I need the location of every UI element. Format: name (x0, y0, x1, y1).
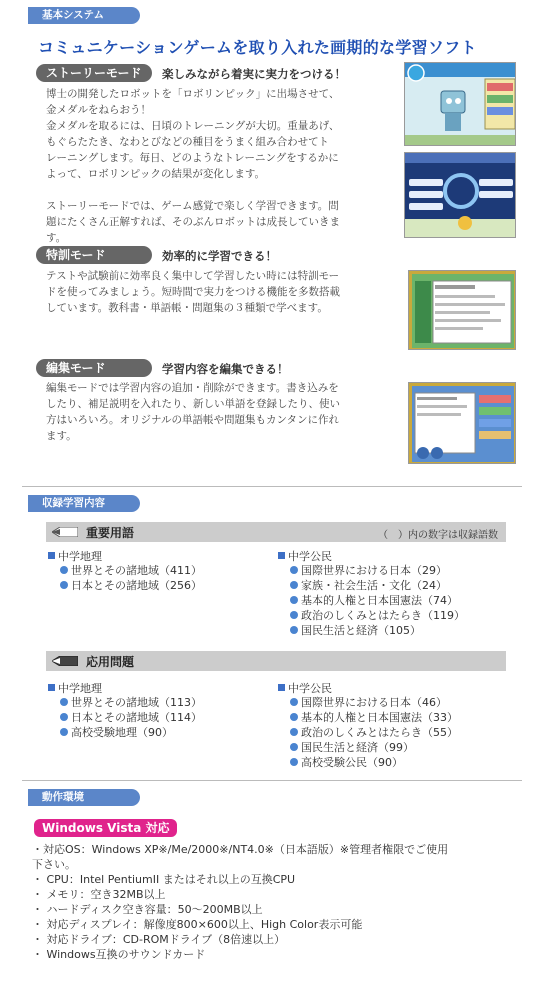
page-title: コミュニケーションゲームを取り入れた画期的な学習ソフト (38, 38, 477, 57)
bullet-icon (290, 596, 298, 604)
textbook-screen-image (409, 271, 516, 350)
edit-mode-subtitle: 学習内容を編集できる！ (162, 362, 289, 376)
section-label-environment: 動作環境 (28, 789, 140, 806)
list-item: 政治のしくみとはたらき（55） (290, 725, 458, 740)
intensive-mode-screenshot (408, 270, 516, 350)
edit-mode-screenshot (408, 382, 516, 464)
story-mode-screenshot-2 (404, 152, 516, 238)
list-item: 家族・社会生活・文化（24） (290, 578, 465, 593)
bullet-icon (290, 728, 298, 736)
pen-icon (52, 656, 78, 666)
list-item: 世界とその諸地域（411） (60, 563, 202, 578)
story-mode-text: 博士の開発したロボットを「ロボリンピック」に出場させて、 金メダルをねらおう！ 金メダルを取るには、日頃のトレーニングが大切。重量あげ、 もぐらたたき、なわとびなどの種目をうまく組み合わせてト レーニングします。毎日、どのようなトレーニングをするかに よって、ロボリンピックの結果が変化します。 ストーリーモードでは、ゲーム感覚で楽しく学習できます。問 題にたくさん正解すれば、そのぶんロボットは成長していきま す。 (46, 88, 340, 244)
list-item: 日本とその諸地域（256） (60, 578, 202, 593)
category-geography: 中学地理 (48, 680, 102, 696)
applied-problems-title: 応用問題 (86, 655, 135, 669)
bullet-icon (290, 698, 298, 706)
intensive-mode-text: テストや試験前に効率良く集中して学習したい時には特訓モー ドを使ってみましょう。短時間で実力をつける機能を多数搭載 しています。教科書・単語帳・問題集の３種類で学べます。 (46, 270, 340, 314)
bullet-icon (60, 698, 68, 706)
square-bullet-icon (278, 552, 285, 559)
list-item: 国際世界における日本（29） (290, 563, 465, 578)
category-civics: 中学公民 (278, 680, 332, 696)
bullet-icon (60, 713, 68, 721)
pen-icon (52, 527, 78, 537)
list-item: 政治のしくみとはたらき（119） (290, 608, 465, 623)
edit-screen-image (409, 383, 516, 464)
square-bullet-icon (278, 684, 285, 691)
applied-problems-header (46, 651, 506, 671)
square-bullet-icon (48, 684, 55, 691)
applied-geography-list (60, 695, 202, 740)
category-geography: 中学地理 (48, 548, 102, 564)
story-mode-screenshot-1 (404, 62, 516, 146)
section-label-basic-system: 基本システム (28, 7, 140, 24)
robot-training-image (405, 63, 516, 146)
bullet-icon (290, 758, 298, 766)
windows-vista-badge: Windows Vista 対応 (34, 819, 177, 837)
section-label-contents: 収録学習内容 (28, 495, 140, 512)
list-item: 高校受験公民（90） (290, 755, 458, 770)
intensive-mode-label: 特訓モード (36, 246, 152, 264)
important-civics-list (290, 563, 465, 638)
list-item: 世界とその諸地域（113） (60, 695, 202, 710)
list-item: 国民生活と経済（105） (290, 623, 465, 638)
bullet-icon (290, 713, 298, 721)
important-terms-title: 重要用語 (86, 526, 135, 540)
list-item: 基本的人権と日本国憲法（74） (290, 593, 465, 608)
list-item: 基本的人権と日本国憲法（33） (290, 710, 458, 725)
bullet-icon (290, 611, 298, 619)
system-requirements: ・対応OS：Windows XP※/Me/2000※/NT4.0※（日本語版）※管理者権限でご使用 下さい。 ・ CPU：Intel PentiumII またはそれ以上の互換CPU ・ メモリ：空き32MB以上 ・ ハードディスク空き容量：50～200MB以上 ・ 対応ディスプレイ：解像度800×600以上、High Color表示可能 ・ 対応ドライブ：CD-ROMドライブ（8倍速以上） ・ Windows互換のサウンドカード (32, 843, 449, 961)
bullet-icon (60, 728, 68, 736)
important-terms-header (46, 522, 506, 542)
applied-civics-list (290, 695, 458, 770)
quiz-game-image (405, 153, 516, 238)
category-civics: 中学公民 (278, 548, 332, 564)
square-bullet-icon (48, 552, 55, 559)
bullet-icon (60, 581, 68, 589)
list-item: 国民生活と経済（99） (290, 740, 458, 755)
bullet-icon (60, 566, 68, 574)
count-note: （ ）内の数字は収録語数 (378, 530, 498, 541)
edit-mode-text: 編集モードでは学習内容の追加・削除ができます。書き込みを したり、補足説明を入れたり、新しい単語を登録したり、使い 方はいろいろ。オリジナルの単語帳や問題集もカンタンに作れ ます。 (46, 382, 340, 442)
edit-mode-label: 編集モード (36, 359, 152, 377)
intensive-mode-subtitle: 効率的に学習できる！ (162, 249, 277, 263)
list-item: 日本とその諸地域（114） (60, 710, 202, 725)
bullet-icon (290, 566, 298, 574)
story-mode-subtitle: 楽しみながら着実に実力をつける！ (162, 67, 346, 81)
divider (22, 780, 522, 781)
bullet-icon (290, 626, 298, 634)
list-item: 高校受験地理（90） (60, 725, 202, 740)
bullet-icon (290, 743, 298, 751)
story-mode-label: ストーリーモード (36, 64, 152, 82)
list-item: 国際世界における日本（46） (290, 695, 458, 710)
important-geography-list (60, 563, 202, 593)
divider (22, 486, 522, 487)
bullet-icon (290, 581, 298, 589)
